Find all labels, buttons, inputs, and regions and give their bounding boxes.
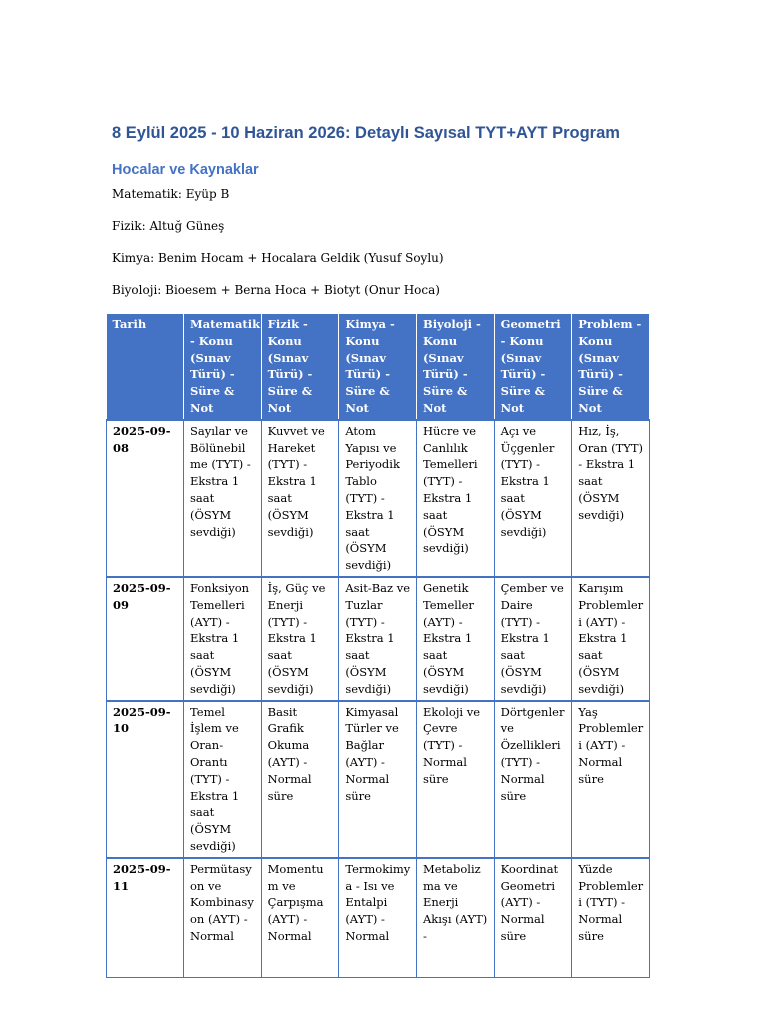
table-header-row [107, 314, 650, 420]
teacher-line-biology: Biyoloji: Bioesem + Berna Hoca + Biotyt (Onur Hoca) [112, 283, 440, 297]
teacher-line-math: Matematik: Eyüp B [112, 187, 230, 201]
header-date: Tarih [107, 314, 184, 420]
cell-date: 2025-09-11 [107, 858, 184, 978]
cell-physics: Basit Grafik Okuma (AYT) - Normal süre [261, 701, 339, 858]
cell-physics: Momentum ve Çarpışma (AYT) - Normal [261, 858, 339, 978]
cell-physics: Kuvvet ve Hareket (TYT) - Ekstra 1 saat (ÖSYM sevdiği) [261, 420, 339, 577]
cell-geometry: Koordinat Geometri (AYT) - Normal süre [494, 858, 572, 978]
cell-date: 2025-09-09 [107, 577, 184, 701]
cell-problem: Karışım Problemleri (AYT) - Ekstra 1 saat (ÖSYM sevdiği) [572, 577, 650, 701]
document-title: 8 Eylül 2025 - 10 Haziran 2026: Detaylı Sayısal TYT+AYT Program [112, 124, 620, 142]
table-row [107, 701, 650, 858]
cell-biology: Metabolizma ve Enerji Akışı (AYT) - [416, 858, 494, 978]
table-row [107, 420, 650, 577]
cell-geometry: Çember ve Daire (TYT) - Ekstra 1 saat (ÖSYM sevdiği) [494, 577, 572, 701]
cell-chemistry: Atom Yapısı ve Periyodik Tablo (TYT) - Ekstra 1 saat (ÖSYM sevdiği) [339, 420, 417, 577]
cell-biology: Genetik Temeller (AYT) - Ekstra 1 saat (ÖSYM sevdiği) [416, 577, 494, 701]
schedule-table [106, 314, 650, 978]
cell-problem: Yaş Problemleri (AYT) - Normal süre [572, 701, 650, 858]
cell-problem: Hız, İş, Oran (TYT) - Ekstra 1 saat (ÖSYM sevdiği) [572, 420, 650, 577]
cell-math: Sayılar ve Bölünebilme (TYT) - Ekstra 1 saat (ÖSYM sevdiği) [184, 420, 262, 577]
cell-geometry: Açı ve Üçgenler (TYT) - Ekstra 1 saat (ÖSYM sevdiği) [494, 420, 572, 577]
table-row [107, 858, 650, 978]
cell-chemistry: Kimyasal Türler ve Bağlar (AYT) - Normal süre [339, 701, 417, 858]
cell-math: Permütasyon ve Kombinasyon (AYT) - Normal [184, 858, 262, 978]
cell-geometry: Dörtgenler ve Özellikleri (TYT) - Normal süre [494, 701, 572, 858]
teacher-line-physics: Fizik: Altuğ Güneş [112, 219, 225, 233]
cell-math: Temel İşlem ve Oran-Orantı (TYT) - Ekstra 1 saat (ÖSYM sevdiği) [184, 701, 262, 858]
cell-date: 2025-09-08 [107, 420, 184, 577]
cell-chemistry: Asit-Baz ve Tuzlar (TYT) - Ekstra 1 saat (ÖSYM sevdiği) [339, 577, 417, 701]
header-physics: Fizik - Konu (Sınav Türü) - Süre & Not [261, 314, 339, 420]
header-biology: Biyoloji - Konu (Sınav Türü) - Süre & Not [416, 314, 494, 420]
cell-date: 2025-09-10 [107, 701, 184, 858]
cell-chemistry: Termokimya - Isı ve Entalpi (AYT) - Normal [339, 858, 417, 978]
schedule-table-container [106, 314, 650, 943]
cell-biology: Hücre ve Canlılık Temelleri (TYT) - Ekstra 1 saat (ÖSYM sevdiği) [416, 420, 494, 577]
cell-problem: Yüzde Problemleri (TYT) - Normal süre [572, 858, 650, 978]
header-math: Matematik - Konu (Sınav Türü) - Süre & Not [184, 314, 262, 420]
cell-biology: Ekoloji ve Çevre (TYT) - Normal süre [416, 701, 494, 858]
header-problem: Problem - Konu (Sınav Türü) - Süre & Not [572, 314, 650, 420]
header-geometry: Geometri - Konu (Sınav Türü) - Süre & Not [494, 314, 572, 420]
cell-physics: İş, Güç ve Enerji (TYT) - Ekstra 1 saat (ÖSYM sevdiği) [261, 577, 339, 701]
cell-math: Fonksiyon Temelleri (AYT) - Ekstra 1 saat (ÖSYM sevdiği) [184, 577, 262, 701]
table-row [107, 577, 650, 701]
teacher-line-chemistry: Kimya: Benim Hocam + Hocalara Geldik (Yusuf Soylu) [112, 251, 444, 265]
header-chemistry: Kimya - Konu (Sınav Türü) - Süre & Not [339, 314, 417, 420]
section-heading: Hocalar ve Kaynaklar [112, 162, 259, 178]
